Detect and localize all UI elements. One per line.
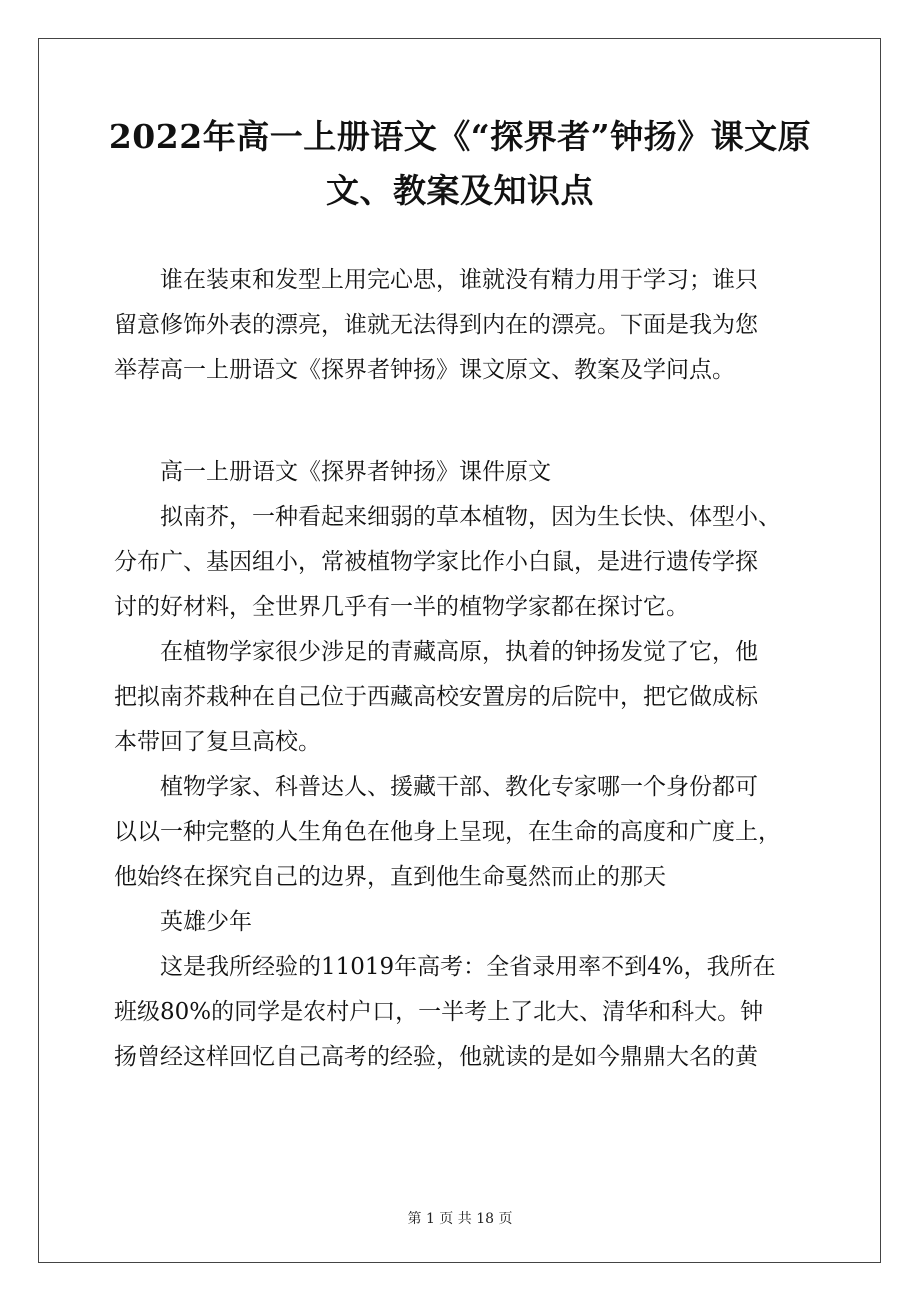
para2-line-1: 在植物学家很少涉足的青藏高原，执着的钟扬发觉了它，他 [160, 639, 758, 665]
title-line-2: 文、教案及知识点 [326, 171, 594, 210]
para4-line-2: 班级80%的同学是农村户口，一半考上了北大、清华和科大。钟 [114, 999, 764, 1025]
para3-line-3: 他始终在探究自己的边界，直到他生命戛然而止的那天 [114, 864, 666, 890]
section-heading: 高一上册语文《探界者钟扬》课件原文 [160, 459, 551, 485]
intro-line-3: 举荐高一上册语文《探界者钟扬》课文原文、教案及学问点。 [114, 357, 735, 383]
document-title [0, 110, 920, 218]
intro-line-2: 留意修饰外表的漂亮，谁就无法得到内在的漂亮。下面是我为您 [114, 312, 758, 338]
page-number: 第 1 页 共 18 页 [407, 1211, 513, 1227]
para3-line-2: 以以一种完整的人生角色在他身上呈现，在生命的高度和广度上， [114, 819, 781, 845]
page-footer [0, 1208, 920, 1228]
para1-line-2: 分布广、基因组小，常被植物学家比作小白鼠，是进行遗传学探 [114, 549, 758, 575]
intro-line-1: 谁在装束和发型上用完心思，谁就没有精力用于学习；谁只 [160, 267, 758, 293]
para4-line-1: 这是我所经验的11019年高考：全省录用率不到4%，我所在 [160, 954, 776, 980]
title-line-1: 2022年高一上册语文《“探界者”钟扬》课文原 [108, 117, 812, 156]
para3-line-1: 植物学家、科普达人、援藏干部、教化专家哪一个身份都可 [160, 774, 758, 800]
intro-paragraph [114, 258, 814, 393]
subheading: 英雄少年 [160, 909, 252, 935]
para1-line-1: 拟南芥，一种看起来细弱的草本植物，因为生长快、体型小、 [160, 504, 781, 530]
para2-line-2: 把拟南芥栽种在自己位于西藏高校安置房的后院中，把它做成标 [114, 684, 758, 710]
para2-line-3: 本带回了复旦高校。 [114, 729, 321, 755]
para1-line-3: 讨的好材料，全世界几乎有一半的植物学家都在探讨它。 [114, 594, 689, 620]
main-body [114, 450, 814, 1080]
para4-line-3: 扬曾经这样回忆自己高考的经验，他就读的是如今鼎鼎大名的黄 [114, 1044, 758, 1070]
